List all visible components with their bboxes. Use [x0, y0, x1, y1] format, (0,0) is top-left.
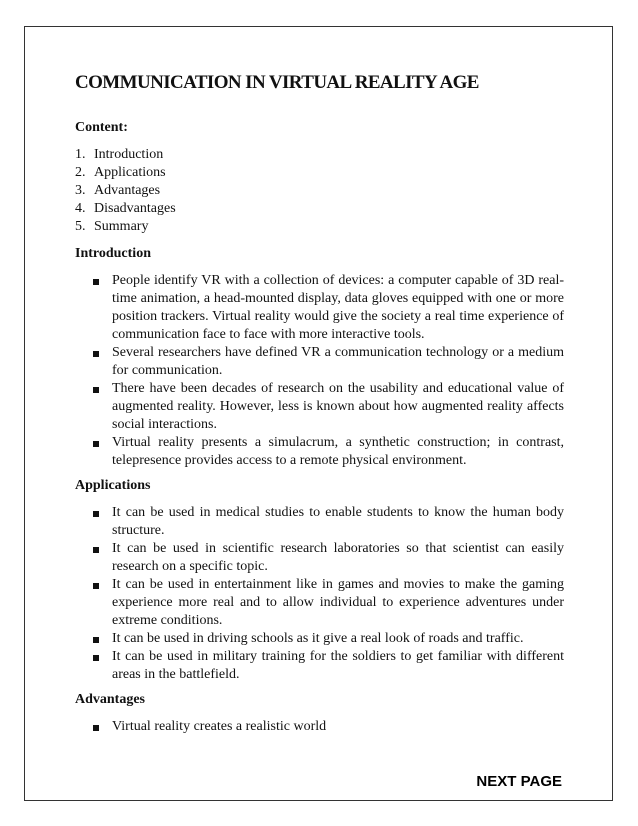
- list-item-text: It can be used in military training for the soldiers to get familiar with different areas in the battlefield.: [112, 649, 564, 682]
- toc-number: 2.: [75, 165, 86, 180]
- toc-item: [75, 200, 567, 218]
- list-item-text: People identify VR with a collection of devices: a computer capable of 3D real-time animation, a head-mounted display, data gloves equipped with one or more position trackers. Virtual reality would give the society a real time experience of communication face to face with more interactive tools.: [112, 273, 564, 342]
- introduction-heading: Introduction: [75, 246, 151, 261]
- toc-item: [75, 146, 567, 164]
- square-bullet-icon: [93, 637, 99, 643]
- toc-number: 5.: [75, 219, 86, 234]
- square-bullet-icon: [93, 511, 99, 517]
- list-item: [112, 540, 567, 576]
- square-bullet-icon: [93, 655, 99, 661]
- square-bullet-icon: [93, 279, 99, 285]
- list-item-text: It can be used in driving schools as it give a real look of roads and traffic.: [112, 631, 524, 646]
- list-item: [112, 504, 567, 540]
- square-bullet-icon: [93, 583, 99, 589]
- applications-list: [75, 504, 567, 684]
- list-item-text: It can be used in scientific research laboratories so that scientist can easily research on a specific topic.: [112, 541, 564, 574]
- document-body: [75, 72, 567, 744]
- content-heading: Content:: [75, 120, 128, 135]
- list-item-text: Virtual reality presents a simulacrum, a synthetic construction; in contrast, telepresence provides access to a remote physical environment.: [112, 435, 564, 468]
- list-item: [112, 576, 567, 630]
- list-item-text: Several researchers have defined VR a communication technology or a medium for communication.: [112, 345, 564, 378]
- list-item-text: It can be used in medical studies to enable students to know the human body structure.: [112, 505, 564, 538]
- toc-number: 4.: [75, 201, 86, 216]
- list-item: [112, 718, 567, 736]
- advantages-heading: Advantages: [75, 692, 146, 707]
- list-item: [112, 630, 567, 648]
- list-item-text: Virtual reality creates a realistic world: [112, 719, 327, 734]
- square-bullet-icon: [93, 441, 99, 447]
- toc-number: 1.: [75, 147, 86, 162]
- toc-label: Advantages: [94, 183, 161, 198]
- list-item-text: There have been decades of research on the usability and educational value of augmented reality. However, less is known about how augmented reality affects social interactions.: [112, 381, 564, 432]
- toc-item: [75, 182, 567, 200]
- square-bullet-icon: [93, 387, 99, 393]
- next-page-link[interactable]: NEXT PAGE: [476, 773, 562, 790]
- toc-label: Disadvantages: [94, 201, 176, 216]
- document-title: COMMUNICATION IN VIRTUAL REALITY AGE: [75, 72, 479, 93]
- toc-label: Introduction: [94, 147, 164, 162]
- toc-item: [75, 218, 567, 236]
- square-bullet-icon: [93, 725, 99, 731]
- list-item-text: It can be used in entertainment like in games and movies to make the gaming experience more real and to allow individual to experience adventures under extreme conditions.: [112, 577, 564, 628]
- toc-number: 3.: [75, 183, 86, 198]
- list-item: [112, 380, 567, 434]
- list-item: [112, 434, 567, 470]
- list-item: [112, 344, 567, 380]
- square-bullet-icon: [93, 351, 99, 357]
- list-item: [112, 272, 567, 344]
- square-bullet-icon: [93, 547, 99, 553]
- applications-heading: Applications: [75, 478, 151, 493]
- list-item: [112, 648, 567, 684]
- toc-label: Summary: [94, 219, 149, 234]
- advantages-list: [75, 718, 567, 736]
- table-of-contents: [75, 146, 567, 236]
- toc-item: [75, 164, 567, 182]
- introduction-list: [75, 272, 567, 470]
- toc-label: Applications: [94, 165, 166, 180]
